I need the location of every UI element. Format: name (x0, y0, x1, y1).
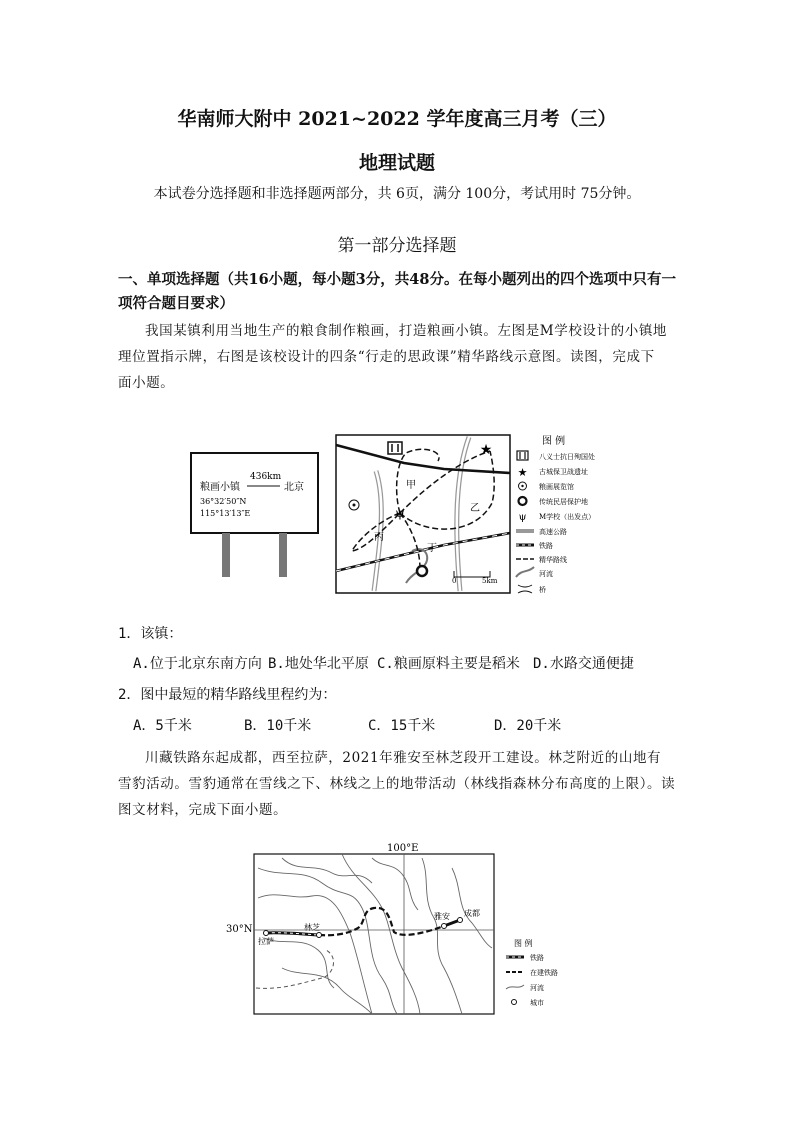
school-icon: ψ (395, 506, 405, 520)
city-yaan: 雅安 (434, 912, 450, 921)
svg-text:铁路: 铁路 (530, 954, 544, 962)
question-1-option-c: C.粮画原料主要是稻米 (377, 656, 520, 672)
city-linzhi: 林芝 (304, 923, 320, 932)
svg-text:0: 0 (452, 577, 457, 585)
memorial-icon (388, 442, 402, 454)
residence-icon (417, 566, 427, 576)
svg-text:粮画展览馆: 粮画展览馆 (539, 483, 574, 491)
railway-map-legend (506, 938, 558, 1007)
city-lhasa-marker (264, 931, 269, 936)
svg-text:古城保卫战遗址: 古城保卫战遗址 (539, 468, 588, 476)
question-1-option-d: D.水路交通便捷 (533, 656, 634, 672)
legend-city-icon (512, 1000, 517, 1005)
sign-latitude: 36°32′50″N (200, 497, 247, 506)
svg-text:在建铁路: 在建铁路 (530, 969, 558, 977)
place-yi: 乙 (470, 503, 480, 514)
material-1-line3: 面小题。 (118, 375, 175, 391)
rail-legend-title: 图 例 (514, 939, 533, 948)
svg-text:城市: 城市 (530, 999, 544, 1007)
legend-residence-icon (519, 497, 527, 505)
svg-text:桥: 桥 (539, 586, 546, 594)
legend-river-icon (516, 567, 534, 577)
question-2-option-a: A．5千米 (133, 718, 192, 734)
svg-text:精华路线: 精华路线 (539, 556, 567, 564)
exam-title: 华南师大附中 2021~2022 学年度高三月考（三） (177, 108, 617, 130)
svg-text:5km: 5km (482, 577, 498, 585)
city-yaan-marker (442, 924, 447, 929)
sign-distance: 436km (250, 472, 282, 482)
sign-board (191, 453, 318, 533)
location-sign-figure (190, 452, 320, 580)
svg-text:铁路: 铁路 (539, 542, 553, 550)
section-heading-line2: 项符合题目要求） (118, 295, 234, 312)
sign-city: 北京 (284, 482, 304, 493)
svg-text:M学校（出发点）: M学校（出发点） (539, 513, 596, 521)
material-2-line3: 图文材料，完成下面小题。 (118, 802, 288, 818)
svg-text:高速公路: 高速公路 (539, 528, 567, 536)
legend-title: 图 例 (542, 436, 566, 447)
railway-map-figure (222, 838, 576, 1018)
legend-river-line (506, 985, 524, 989)
question-2-stem: 2．图中最短的精华路线里程约为： (118, 687, 337, 703)
material-2-line1: 川藏铁路东起成都，西至拉萨，2021年雅安至林芝段开工建设。林芝附近的山地有 (145, 750, 662, 766)
sign-post-left (222, 533, 230, 577)
question-1-stem: 1．该镇： (118, 626, 183, 642)
meridian-label: 100°E (387, 843, 419, 854)
section-heading-line1: 一、单项选择题（共16小题，每小题3分，共48分。在每小题列出的四个选项中只有一 (118, 271, 676, 288)
svg-text:河流: 河流 (539, 570, 553, 578)
exhibition-icon (349, 500, 359, 510)
svg-text:传统民居保护地: 传统民居保护地 (539, 498, 588, 506)
material-1-line2: 理位置指示牌，右图是该校设计的四条“行走的思政课”精华路线示意图。读图，完成下 (118, 349, 655, 365)
svg-text:河流: 河流 (530, 984, 544, 992)
place-ding: 丁 (427, 543, 437, 554)
sign-post-right (279, 533, 287, 577)
city-linzhi-marker (317, 933, 322, 938)
place-bing: 丙 (374, 532, 384, 543)
sign-town: 粮画小镇 (200, 482, 240, 493)
material-1-line1: 我国某镇利用当地生产的粮食制作粮画，打造粮画小镇。左图是M学校设计的小镇地 (145, 323, 668, 339)
svg-text:八义士抗日殉国处: 八义士抗日殉国处 (539, 453, 595, 461)
part-title: 第一部分选择题 (337, 236, 457, 256)
city-chengdu-marker (458, 918, 463, 923)
legend-school-icon: ψ (518, 512, 527, 523)
exam-subject: 地理试题 (358, 152, 435, 174)
parallel-label: 30°N (226, 924, 253, 935)
material-1 (118, 318, 678, 396)
city-chengdu: 成都 (464, 909, 480, 918)
route-map-legend (516, 434, 595, 594)
legend-star-icon: ★ (517, 466, 528, 479)
star-icon: ★ (479, 442, 493, 458)
material-2-line2: 雪豹活动。雪豹通常在雪线之下、林线之上的地带活动（林线指森林分布高度的上限）。读 (118, 776, 676, 792)
question-2-option-c: C．15千米 (368, 718, 436, 734)
legend-bridge-icon (518, 585, 532, 593)
question-1-option-b: B.地处华北平原 (268, 656, 369, 672)
route-map-figure (334, 433, 620, 597)
question-2-option-d: D．20千米 (494, 718, 562, 734)
exam-instructions: 本试卷分选择题和非选择题两部分，共 6页，满分 100分，考试用时 75分钟。 (153, 186, 641, 202)
material-2 (118, 745, 678, 823)
question-1-option-a: A.位于北京东南方向 (133, 656, 262, 672)
place-jia: 甲 (406, 480, 416, 491)
question-2-option-b: B．10千米 (244, 718, 312, 734)
sign-longitude: 115°13′13″E (200, 509, 251, 518)
legend-memorial-icon (517, 451, 528, 460)
city-lhasa: 拉萨 (258, 937, 274, 946)
